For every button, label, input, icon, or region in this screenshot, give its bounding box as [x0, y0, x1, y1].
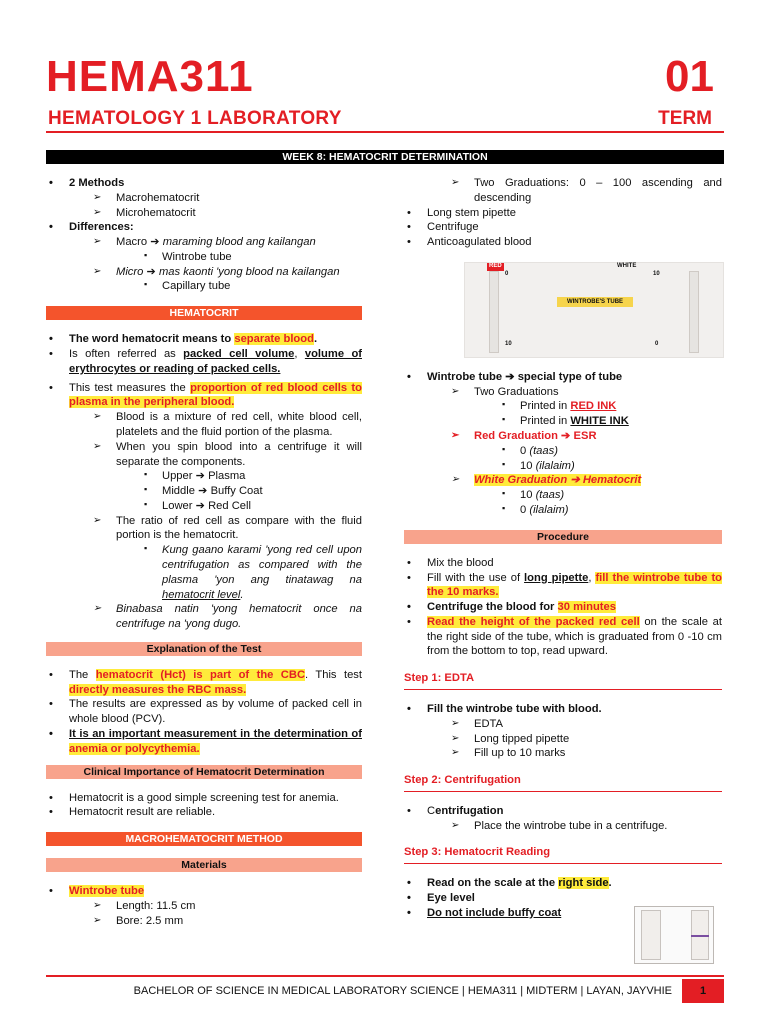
hct-binabasa: ➢ Binabasa natin 'yong hematocrit once na centrifuge na 'yong dugo.	[46, 602, 362, 632]
step1-main: • Fill the wintrobe tube with blood.	[404, 702, 722, 717]
arrow-right-icon: ➔	[505, 370, 515, 383]
hct-sub3: ➢ The ratio of red cell as compare with the fluid portion is the hematocrit.	[46, 514, 362, 544]
material-bore: ➢ Bore: 2.5 mm	[46, 914, 362, 929]
header-term: TERM	[658, 108, 712, 129]
step3-item: • Do not include buffy coat	[404, 906, 722, 921]
two-graduations: ➢ Two Graduations: 0 – 100 ascending and descending	[404, 176, 722, 206]
white-tube	[689, 271, 699, 353]
methods-title: • 2 Methods	[46, 176, 362, 191]
printed-white: ▪ Printed in WHITE INK	[404, 414, 722, 429]
white-ten: ▪ 10 (taas)	[404, 488, 722, 503]
hematocrit-header: HEMATOCRIT	[46, 306, 362, 320]
wintrobe-title: • Wintrobe tube ➔ special type of tube	[404, 370, 722, 385]
scale-label: 0	[655, 340, 659, 347]
micro-diff: ➢ Micro ➔ mas kaonti 'yong blood na kailangan	[46, 265, 362, 280]
red-tag: RED	[489, 262, 502, 269]
hct-kung: ▪ Kung gaano karami 'yong red cell upon centrifugation as compared with the plasma 'yon ang tinatawag na hematocrit level.	[46, 543, 362, 602]
hct-sub1: ➢ Blood is a mixture of red cell, white blood cell, platelets and the fluid portion of the plasma.	[46, 410, 362, 440]
red-graduation: ➢ Red Graduation ➔ ESR	[404, 429, 722, 444]
macrohematocrit-header: MACROHEMATOCRIT METHOD	[46, 832, 362, 846]
arrow-right-icon: ➔	[198, 485, 208, 498]
white-zero: ▪ 0 (ilalaim)	[404, 503, 722, 518]
arrow-right-icon: ➔	[561, 430, 571, 443]
procedure-header: Procedure	[404, 530, 722, 544]
explanation-p1: • The hematocrit (Hct) is part of the CBC. This test directly measures the RBC mass.	[46, 668, 362, 698]
scale-label: 0	[505, 270, 509, 277]
course-code: HEMA311	[46, 52, 254, 101]
material-item: • Long stem pipette	[404, 206, 722, 221]
material-length: ➢ Length: 11.5 cm	[46, 899, 362, 914]
footer-text: BACHELOR OF SCIENCE IN MEDICAL LABORATORY SCIENCE | HEMA311 | MIDTERM | LAYAN, JAYVHIE	[133, 985, 672, 997]
hct-pcv: • Is often referred as packed cell volume, volume of erythrocytes or reading of packed cells.	[46, 347, 362, 377]
wintrobe-label: WINTROBE'S TUBE	[557, 297, 633, 307]
page-number: 1	[682, 979, 724, 1003]
scale-label: 10	[653, 270, 660, 277]
red-zero: ▪ 0 (taas)	[404, 444, 722, 459]
explanation-header: Explanation of the Test	[46, 642, 362, 656]
material-item: • Centrifuge	[404, 220, 722, 235]
arrow-right-icon: ➔	[146, 265, 156, 278]
arrow-right-icon: ➔	[150, 236, 160, 249]
hct-test: • This test measures the proportion of red blood cells to plasma in the peripheral blood.	[46, 381, 362, 411]
micro-tube: ▪ Capillary tube	[46, 279, 362, 294]
step1-item: ➢ Long tipped pipette	[404, 732, 722, 747]
clinical-item: • Hematocrit result are reliable.	[46, 805, 362, 820]
white-tag: WHITE	[617, 262, 637, 269]
wintrobe-two-grad: ➢ Two Graduations	[404, 385, 722, 400]
arrow-right-icon: ➔	[195, 470, 205, 483]
component-lower: ▪ Lower ➔ Red Cell	[46, 499, 362, 514]
left-column	[46, 176, 362, 928]
explanation-p2: • The results are expressed as by volume of packed cell in whole blood (PCV).	[46, 697, 362, 727]
printed-red: ▪ Printed in RED INK	[404, 399, 722, 414]
differences-title: • Differences:	[46, 220, 362, 235]
step2-sub: ➢ Place the wintrobe tube in a centrifuge.	[404, 819, 722, 834]
footer-rule	[46, 975, 724, 977]
right-column	[404, 176, 722, 921]
step2-main: • Centrifugation	[404, 804, 722, 819]
method-item: ➢ Microhematocrit	[46, 206, 362, 221]
material-tube: • Wintrobe tube	[46, 884, 362, 899]
red-ten: ▪ 10 (ilalaim)	[404, 459, 722, 474]
clinical-header: Clinical Importance of Hematocrit Determination	[46, 765, 362, 779]
white-graduation: ➢ White Graduation ➔ Hematocrit	[404, 473, 722, 488]
component-upper: ▪ Upper ➔ Plasma	[46, 469, 362, 484]
material-item: • Anticoagulated blood	[404, 235, 722, 250]
materials-header: Materials	[46, 858, 362, 872]
tube-photo	[641, 910, 661, 960]
macro-tube: ▪ Wintrobe tube	[46, 250, 362, 265]
procedure-step: • Mix the blood	[404, 556, 722, 571]
header-rule	[46, 131, 724, 133]
course-subtitle: HEMATOLOGY 1 LABORATORY	[48, 108, 342, 129]
step2-header: Step 2: Centrifugation	[404, 773, 722, 792]
step3-item: • Read on the scale at the right side.	[404, 876, 722, 891]
procedure-step: • Read the height of the packed red cell on the scale at the right side of the tube, which is graduated from 0 -10 cm from the bottom to top, read upward.	[404, 615, 722, 659]
hct-sub2: ➢ When you spin blood into a centrifuge it will separate the components.	[46, 440, 362, 470]
reading-line	[691, 935, 709, 937]
method-item: ➢ Macrohematocrit	[46, 191, 362, 206]
step1-header: Step 1: EDTA	[404, 671, 722, 690]
hct-word: • The word hematocrit means to separate blood.	[46, 332, 362, 347]
red-tube	[489, 271, 499, 353]
week-title-bar: WEEK 8: HEMATOCRIT DETERMINATION	[46, 150, 724, 164]
step1-item: ➢ Fill up to 10 marks	[404, 746, 722, 761]
arrow-right-icon: ➔	[195, 499, 205, 512]
procedure-step: • Fill with the use of long pipette, fill the wintrobe tube to the 10 marks.	[404, 571, 722, 601]
hematocrit-reading-image	[634, 906, 714, 964]
explanation-p3: • It is an important measurement in the determination of anemia or polycythemia.	[46, 727, 362, 757]
step1-item: ➢ EDTA	[404, 717, 722, 732]
clinical-item: • Hematocrit is a good simple screening test for anemia.	[46, 791, 362, 806]
macro-diff: ➢ Macro ➔ maraming blood ang kailangan	[46, 235, 362, 250]
header-number: 01	[665, 52, 714, 101]
wintrobe-tube-image	[464, 262, 724, 358]
step3-item: • Eye level	[404, 891, 722, 906]
component-middle: ▪ Middle ➔ Buffy Coat	[46, 484, 362, 499]
arrow-right-icon: ➔	[570, 474, 580, 487]
step3-header: Step 3: Hematocrit Reading	[404, 845, 722, 864]
scale-label: 10	[505, 340, 512, 347]
procedure-step: • Centrifuge the blood for 30 minutes	[404, 600, 722, 615]
